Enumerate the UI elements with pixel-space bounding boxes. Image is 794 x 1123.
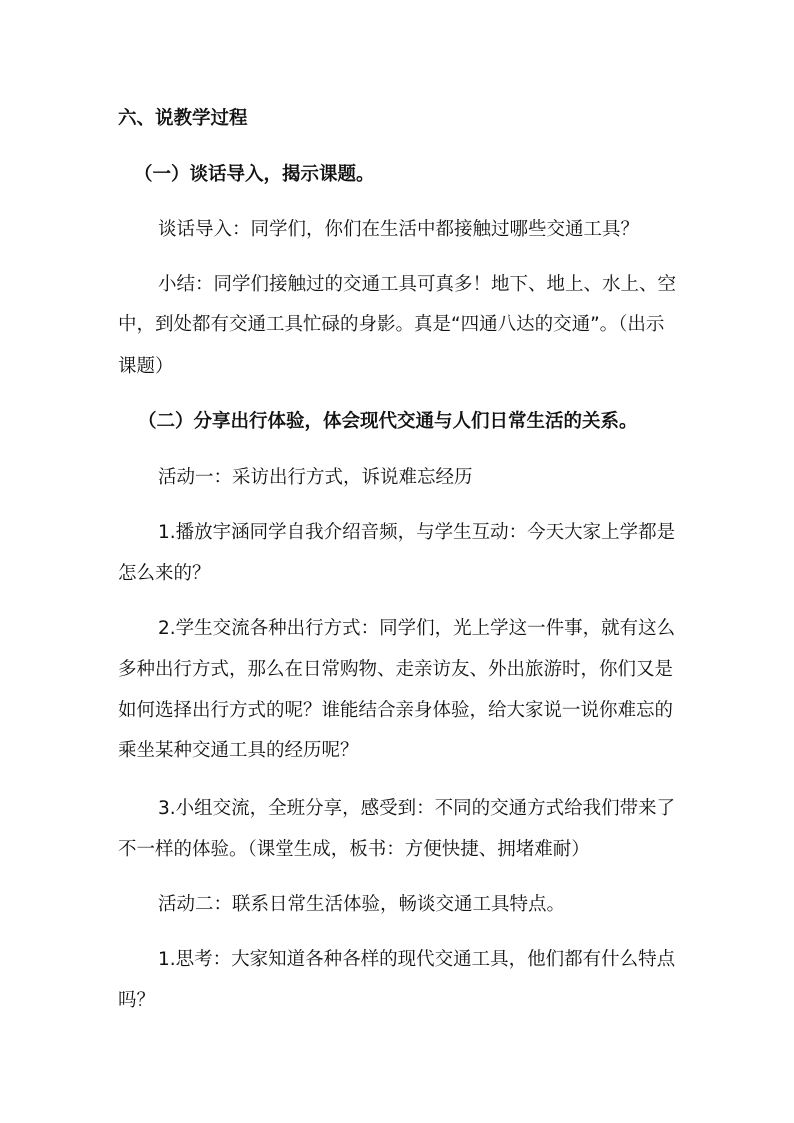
activity1-item2-line: 2.学生交流各种出行方式：同学们，光上学这一件事，就有这么 <box>158 618 676 639</box>
part2-heading: （二）分享出行体验，体会现代交通与人们日常生活的关系。 <box>138 411 638 432</box>
activity1-item2-line: 多种出行方式，那么在日常购物、走亲访友、外出旅游时，你们又是 <box>118 659 674 680</box>
activity1-item2-line: 乘坐某种交通工具的经历呢？ <box>118 740 359 761</box>
activity1-title: 活动一：采访出行方式，诉说难忘经历 <box>158 467 473 488</box>
part1-summary-line: 中，到处都有交通工具忙碌的身影。真是“四通八达的交通”。（出示 <box>118 314 665 335</box>
activity1-item2-line: 如何选择出行方式的呢？谁能结合亲身体验，给大家说一说你难忘的 <box>118 700 674 721</box>
part1-summary-line: 课题） <box>118 356 174 377</box>
section-title: 六、说教学过程 <box>118 108 248 129</box>
activity2-title: 活动二：联系日常生活体验，畅谈交通工具特点。 <box>158 894 566 915</box>
part1-heading: （一）谈话导入，揭示课题。 <box>134 164 375 185</box>
activity1-item3-line: 3.小组交流，全班分享，感受到：不同的交通方式给我们带来了 <box>158 798 676 819</box>
activity1-item1-line: 1.播放宇涵同学自我介绍音频，与学生互动：今天大家上学都是 <box>158 522 676 543</box>
activity1-item3-line: 不一样的体验。（课堂生成，板书：方便快捷、拥堵难耐） <box>118 839 590 860</box>
activity2-item1-line: 吗？ <box>118 990 156 1011</box>
activity2-item1-line: 1.思考：大家知道各种各样的现代交通工具，他们都有什么特点 <box>158 949 676 970</box>
part1-summary-line: 小结：同学们接触过的交通工具可真多！地下、地上、水上、空 <box>158 274 677 295</box>
part1-intro: 谈话导入：同学们，你们在生活中都接触过哪些交通工具？ <box>158 219 640 240</box>
activity1-item1-line: 怎么来的？ <box>118 563 211 584</box>
